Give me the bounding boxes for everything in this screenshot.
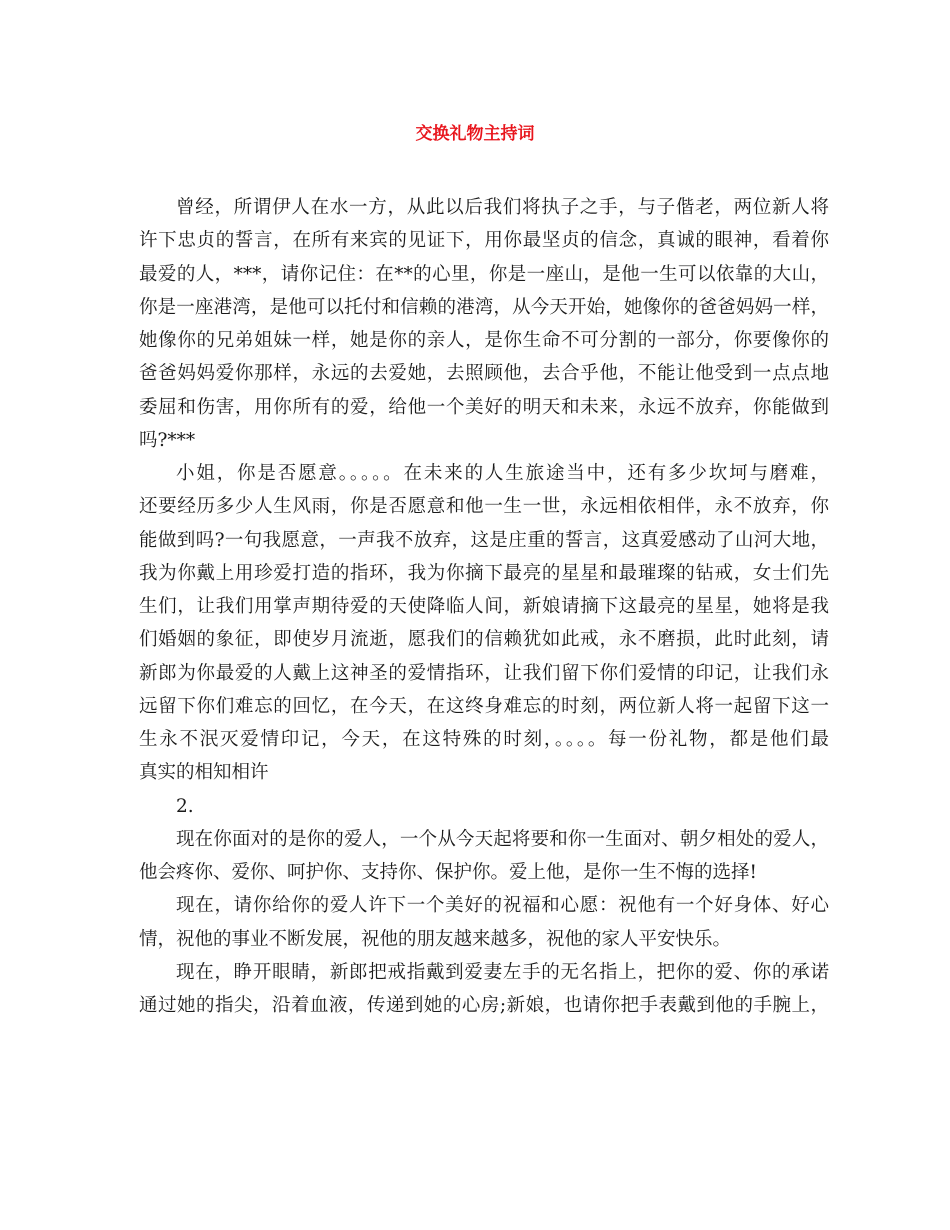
text-line: 小姐，你是否愿意。。。。。在未来的人生旅途当中，还有多少坎坷与磨难， — [176, 463, 829, 484]
text-line: 委屈和伤害，用你所有的爱，给他一个美好的明天和未来，永远不放弃，你能做到 — [139, 396, 829, 418]
text-line: 爸爸妈妈爱你那样，永远的去爱她，去照顾他，去合乎他，不能让他受到一点点地 — [139, 363, 829, 385]
text-line: 新郎为你最爱的人戴上这神圣的爱情指环，让我们留下你们爱情的印记，让我们永 — [139, 662, 829, 684]
text-line: 现在，请你给你的爱人许下一个美好的祝福和心愿：祝他有一个好身体、好心 — [176, 895, 829, 917]
text-line: 他会疼你、爱你、呵护你、支持你、保护你。爱上他，是你一生不悔的选择! — [139, 862, 757, 883]
text-line: 能做到吗?一句我愿意，一声我不放弃，这是庄重的誓言，这真爱感动了山河大地， — [139, 529, 829, 551]
text-line: 远留下你们难忘的回忆，在今天，在这终身难忘的时刻，两位新人将一起留下这一 — [139, 695, 829, 717]
text-line: 真实的相知相许 — [139, 762, 269, 784]
text-line: 生们，让我们用掌声期待爱的天使降临人间，新娘请摘下这最亮的星星，她将是我 — [139, 596, 829, 617]
text-line: 最爱的人，***，请你记住：在**的心里，你是一座山，是他一生可以依靠的大山， — [139, 263, 829, 285]
text-line: 们婚姻的象征，即使岁月流逝，愿我们的信赖犹如此戒，永不磨损，此时此刻，请 — [139, 629, 829, 651]
text-line: 生永不泯灭爱情印记，今天，在这特殊的时刻，。。。。每一份礼物，都是他们最 — [139, 729, 829, 750]
text-line: 许下忠贞的誓言，在所有来宾的见证下，用你最坚贞的信念，真诚的眼神，看着你 — [139, 230, 829, 252]
text-line: 我为你戴上用珍爱打造的指环，我为你摘下最亮的星星和最璀璨的钻戒，女士们先 — [139, 562, 829, 584]
text-line: 还要经历多少人生风雨，你是否愿意和他一生一世，永远相依相伴，永不放弃，你 — [139, 496, 829, 518]
text-line: 曾经，所谓伊人在水一方，从此以后我们将执子之手，与子偕老，两位新人将 — [176, 197, 829, 218]
text-line: 2. — [176, 795, 194, 817]
text-line: 通过她的指尖，沿着血液，传递到她的心房;新娘，也请你把手表戴到他的手腕上， — [139, 995, 829, 1016]
text-line: 现在你面对的是你的爱人，一个从今天起将要和你一生面对、朝夕相处的爱人， — [176, 828, 829, 850]
text-line: 她像你的兄弟姐妹一样，她是你的亲人，是你生命不可分割的一部分，你要像你的 — [139, 330, 829, 351]
text-line: 情，祝他的事业不断发展，祝他的朋友越来越多，祝他的家人平安快乐。 — [139, 928, 732, 950]
text-line: 现在，睁开眼睛，新郎把戒指戴到爱妻左手的无名指上，把你的爱、你的承诺 — [176, 961, 829, 983]
text-line: 吗?*** — [139, 429, 196, 451]
text-line: 你是一座港湾，是他可以托付和信赖的港湾，从今天开始，她像你的爸爸妈妈一样， — [139, 296, 829, 318]
document-title: 交换礼物主持词 — [415, 124, 535, 144]
